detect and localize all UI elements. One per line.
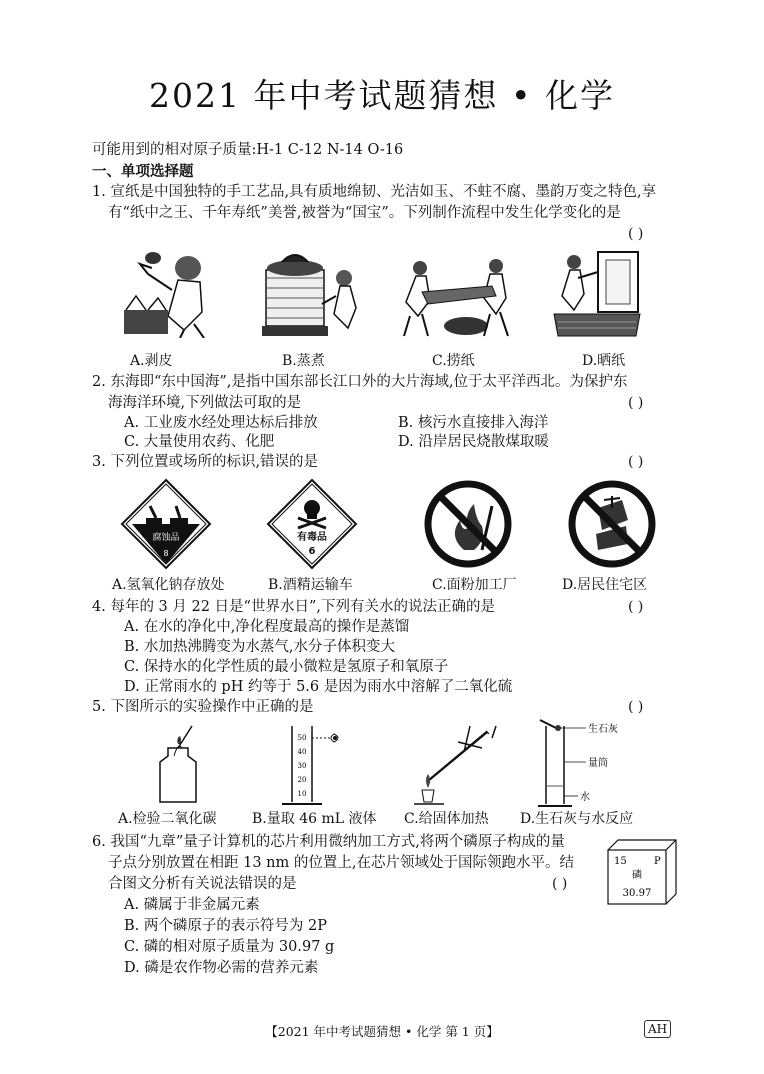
q5-option-a: A.检验二氧化碳: [118, 811, 217, 827]
graduated-cylinder-illustration: [278, 722, 350, 808]
q2-option-b: B. 核污水直接排入海洋: [398, 415, 549, 431]
q4-option-a: A. 在水的净化中,净化程度最高的操作是蒸馏: [124, 619, 410, 635]
q4-option-b: B. 水加热沸腾变为水蒸气,水分子体积变大: [124, 639, 395, 655]
q2-answer-paren: ( ): [628, 395, 644, 411]
element-name: 磷: [632, 870, 642, 881]
q2-option-d: D. 沿岸居民烧散煤取暖: [398, 434, 549, 450]
q6-option-c: C. 磷的相对原子质量为 30.97 g: [124, 939, 335, 955]
q5-option-d: D.生石灰与水反应: [520, 811, 634, 827]
q4-option-d: D. 正常雨水的 pH 约等于 5.6 是因为雨水中溶解了二氧化硫: [124, 679, 513, 695]
label-water: 水: [580, 792, 590, 803]
corrosive-sign-label: 腐蚀品: [152, 533, 180, 543]
cylinder-tick-20: 20: [297, 776, 307, 784]
corrosive-sign-icon: [120, 478, 212, 570]
atomic-masses: 可能用到的相对原子质量:H-1 C-12 N-14 O-16: [92, 142, 404, 158]
q4-answer-paren: ( ): [628, 599, 644, 615]
q2-line2: 海海洋环境,下列做法可取的是: [108, 395, 302, 411]
peeling-illustration: [118, 246, 218, 338]
q6-answer-paren: ( ): [552, 876, 568, 892]
cylinder-tick-10: 10: [297, 790, 307, 798]
ah-badge: AH: [644, 1020, 671, 1038]
q3-option-b: B.酒精运输车: [268, 577, 353, 593]
q4-line1: 4. 每年的 3 月 22 日是“世界水日”,下列有关水的说法正确的是: [92, 599, 495, 615]
scooping-paper-illustration: [400, 252, 512, 338]
element-mass: 30.97: [622, 888, 652, 899]
q2-option-c: C. 大量使用农药、化肥: [124, 434, 275, 450]
corrosive-sign-class: 8: [163, 549, 169, 558]
label-quicklime: 生石灰: [588, 724, 618, 735]
q5-option-c: C.给固体加热: [404, 811, 489, 827]
section-title: 一、单项选择题: [92, 163, 194, 180]
co2-test-illustration: [148, 722, 208, 806]
cylinder-tick-50: 50: [297, 734, 307, 742]
q1-option-d: D.晒纸: [582, 353, 626, 369]
q2-line1: 2. 东海即“东中国海”,是指中国东部长江口外的大片海域,位于太平洋西北。为保护东: [92, 374, 628, 390]
q1-answer-paren: ( ): [628, 226, 644, 242]
q4-option-c: C. 保持水的化学性质的最小微粒是氢原子和氧原子: [124, 659, 449, 675]
q1-line2: 有“纸中之王、千年寿纸”美誉,被誉为“国宝”。下列制作流程中发生化学变化的是: [108, 205, 621, 221]
drying-paper-illustration: [548, 248, 644, 340]
no-fire-sign-icon: [424, 480, 512, 568]
cylinder-tick-30: 30: [297, 762, 307, 770]
no-fireworks-sign-icon: [568, 480, 656, 568]
page-title: 2021 年中考试题猜想 • 化学: [149, 76, 615, 115]
q6-option-a: A. 磷属于非金属元素: [124, 897, 260, 913]
toxic-sign-label: 有毒品: [297, 532, 327, 543]
page-footer: 【2021 年中考试题猜想 • 化学 第 1 页】: [265, 1024, 499, 1039]
q1-option-a: A.剥皮: [130, 353, 173, 369]
q3-option-d: D.居民住宅区: [562, 577, 648, 593]
q3-line1: 3. 下列位置或场所的标识,错误的是: [92, 454, 319, 470]
heating-solid-illustration: [408, 722, 498, 808]
q6-line3: 合图文分析有关说法错误的是: [108, 876, 297, 892]
q5-option-b: B.量取 46 mL 液体: [252, 811, 377, 827]
q3-option-a: A.氢氧化钠存放处: [112, 577, 225, 593]
boiling-illustration: [258, 248, 366, 340]
toxic-sign-icon: [266, 478, 358, 570]
cylinder-tick-40: 40: [297, 748, 307, 756]
label-cylinder: 量筒: [588, 758, 608, 769]
q6-line2: 子点分别放置在相距 13 nm 的位置上,在芯片领域处于国际领跑水平。结: [108, 855, 574, 871]
q5-answer-paren: ( ): [628, 699, 644, 715]
element-number: 15: [614, 856, 627, 867]
q6-option-b: B. 两个磷原子的表示符号为 2P: [124, 918, 327, 934]
element-symbol: P: [654, 856, 661, 867]
phosphorus-element-card: [604, 836, 680, 906]
q3-option-c: C.面粉加工厂: [432, 577, 517, 593]
q6-line1: 6. 我国“九章”量子计算机的芯片利用微纳加工方式,将两个磷原子构成的量: [92, 834, 565, 850]
q3-answer-paren: ( ): [628, 454, 644, 470]
toxic-sign-class: 6: [308, 546, 316, 557]
q2-option-a: A. 工业废水经处理达标后排放: [124, 415, 318, 431]
lime-water-reaction-illustration: [530, 716, 660, 810]
q1-option-c: C.捞纸: [432, 353, 475, 369]
q1-line1: 1. 宣纸是中国独特的手工艺品,具有质地绵韧、光洁如玉、不蛀不腐、墨韵万变之特色,享: [92, 184, 657, 200]
q5-line1: 5. 下图所示的实验操作中正确的是: [92, 699, 314, 715]
q1-option-b: B.蒸煮: [282, 353, 325, 369]
q6-option-d: D. 磷是农作物必需的营养元素: [124, 960, 319, 976]
